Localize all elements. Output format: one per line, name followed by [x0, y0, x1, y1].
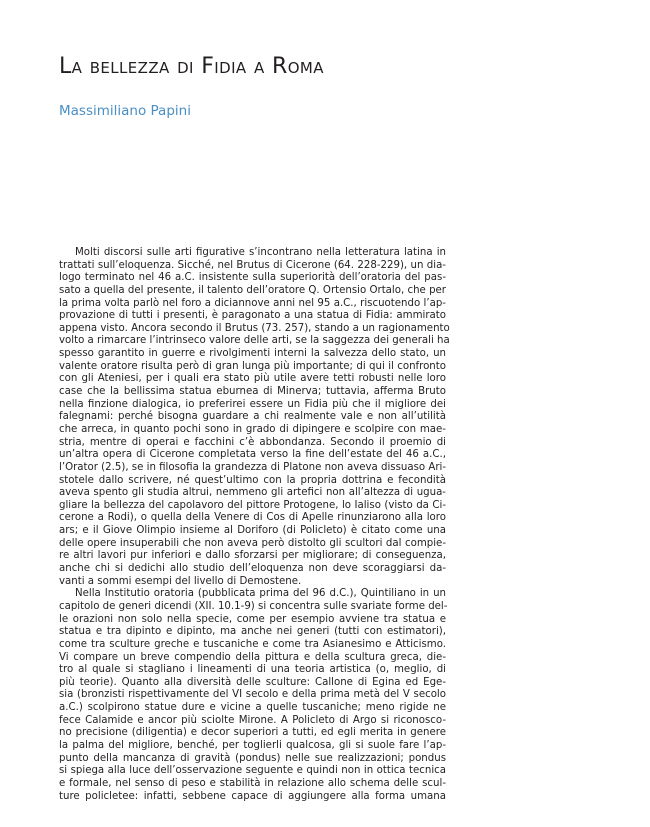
body-text — [59, 247, 450, 803]
text-line: gliare la bellezza del capolavoro del pittore Protogene, lo Ialiso (visto da Ci- — [59, 499, 446, 511]
text-line: provazione di tutti i presenti, è paragonato a una statua di Fidia: ammirato — [59, 310, 446, 322]
text-line: con gli Ateniesi, per i quali era stato più utile avere tetti robusti nelle loro — [59, 373, 446, 385]
text-line: sia (bronzisti rispettivamente del VI secolo e della prima metà del V secolo — [59, 689, 446, 701]
text-line: Molti discorsi sulle arti figurative s’incontrano nella letteratura latina in — [75, 247, 446, 258]
author-name: Massimiliano Papini — [59, 103, 191, 119]
text-line: le orazioni non solo nella specie, come per esempio avviene tra statua e — [59, 613, 446, 625]
text-line: logo terminato nel 46 a.C. insistente sulla superiorità dell’oratoria del pas- — [59, 272, 446, 284]
text-line: si spiega alla luce dell’osservazione seguente e quindi non in ottica tecnica — [59, 765, 446, 777]
text-line: no precisione (diligentia) e decor superiori a tutti, ed egli merita in genere — [59, 727, 446, 739]
text-line: fece Calamide e ancor più sciolte Mirone. A Policleto di Argo si riconosco- — [59, 714, 446, 726]
text-line: Nella Institutio oratoria (pubblicata prima del 96 d.C.), Quintiliano in un — [75, 588, 446, 600]
text-line: anche chi si dedichi allo studio dell’eloquenza non deve scoraggiarsi da- — [59, 563, 446, 575]
text-line: spesso garantito in guerre e rivolgimenti interni la salvezza dello stato, un — [59, 348, 446, 360]
text-line: stotele dallo scrivere, né quest’ultimo con la propria dottrina e fecondità — [59, 474, 446, 486]
text-line: stria, mentre di operai e facchini c’è abbondanza. Secondo il proemio di — [59, 436, 446, 448]
text-line: trattati sull’eloquenza. Sicché, nel Brutus di Cicerone (64. 228-229), un dia- — [59, 259, 446, 271]
text-line: delle opere insuperabili che non aveva però distolto gli scultori dal compie- — [59, 537, 446, 549]
text-line: vanti a sommi esempi del livello di Demostene. — [59, 575, 302, 587]
page-title: La bellezza di Fidia a Roma — [59, 54, 324, 79]
text-line: ture policletee: infatti, sebbene capace di aggiungere alla forma umana — [59, 790, 446, 802]
text-line: case che la bellissima statua eburnea di Minerva; tuttavia, afferma Bruto — [59, 386, 446, 398]
text-line: nella finzione dialogica, io preferirei essere un Fidia più che il migliore dei — [59, 398, 446, 410]
text-line: Vi compare un breve compendio della pittura e della scultura greca, die- — [59, 651, 446, 663]
text-line: la prima volta parlò nel foro a diciannove anni nel 95 a.C., riscuotendo l’ap- — [59, 297, 446, 309]
text-line: re altri lavori pur inferiori e dallo sforzarsi per migliorare; di conseguenza, — [59, 550, 446, 562]
text-line: falegnami: perché bisogna guardare a chi realmente vale e non all’utilità — [59, 411, 446, 423]
text-line: a.C.) scolpirono statue dure e vicine a quelle tuscaniche; meno rigide ne — [59, 702, 446, 714]
text-line: sato a quella del presente, il talento dell’oratore Q. Ortensio Ortalo, che per — [59, 284, 446, 296]
text-line: l’Orator (2.5), se in filosofia la grandezza di Platone non aveva dissuaso Ari- — [59, 461, 447, 473]
text-line: capitolo de generi dicendi (XII. 10.1-9) si concentra sulle svariate forme del- — [59, 600, 448, 612]
text-line: cerone a Rodi), o quella della Venere di Cos di Apelle rinunziarono alla loro — [59, 512, 446, 524]
text-line: valente oratore risulta però di gran lunga più importante; di qui il confronto — [59, 360, 446, 372]
text-line: punto della mancanza di gravità (pondus) nelle sue realizzazioni; pondus — [59, 752, 446, 764]
text-line: volto a rimarcare l’intrinseco valore delle arti, se la saggezza dei generali ha — [59, 335, 450, 347]
text-line: aveva spento gli studia altrui, nemmeno gli artefici non all’altezza di ugua- — [59, 487, 446, 499]
text-line: ars; e il Giove Olimpio insieme al Doriforo (di Policleto) è citato come una — [59, 525, 446, 537]
text-line: tro al quale si stagliano i lineamenti di una teoria artistica (o, meglio, di — [59, 664, 446, 676]
text-line: statua e tra dipinto e dipinto, ma anche nei generi (tutti con estimatori), — [59, 626, 446, 638]
text-line: la palma del migliore, benché, per toglierli qualcosa, gli si suole fare l’ap- — [59, 739, 446, 751]
text-line: che arreca, in quanto pochi sono in grado di dipingere e scolpire con mae- — [59, 423, 446, 435]
text-line: più teorie). Quanto alla diversità delle sculture: Callone di Egina ed Ege- — [59, 676, 446, 688]
text-line: e formale, nel senso di peso e stabilità in relazione allo schema delle scul- — [59, 777, 446, 789]
text-line: appena visto. Ancora secondo il Brutus (73. 257), stando a un ragionamento — [59, 322, 450, 334]
text-line: un’altra opera di Cicerone completata verso la fine dell’estate del 46 a.C., — [59, 449, 446, 461]
text-line: come tra sculture greche e tuscaniche e come tra Asianesimo e Atticismo. — [59, 638, 446, 650]
